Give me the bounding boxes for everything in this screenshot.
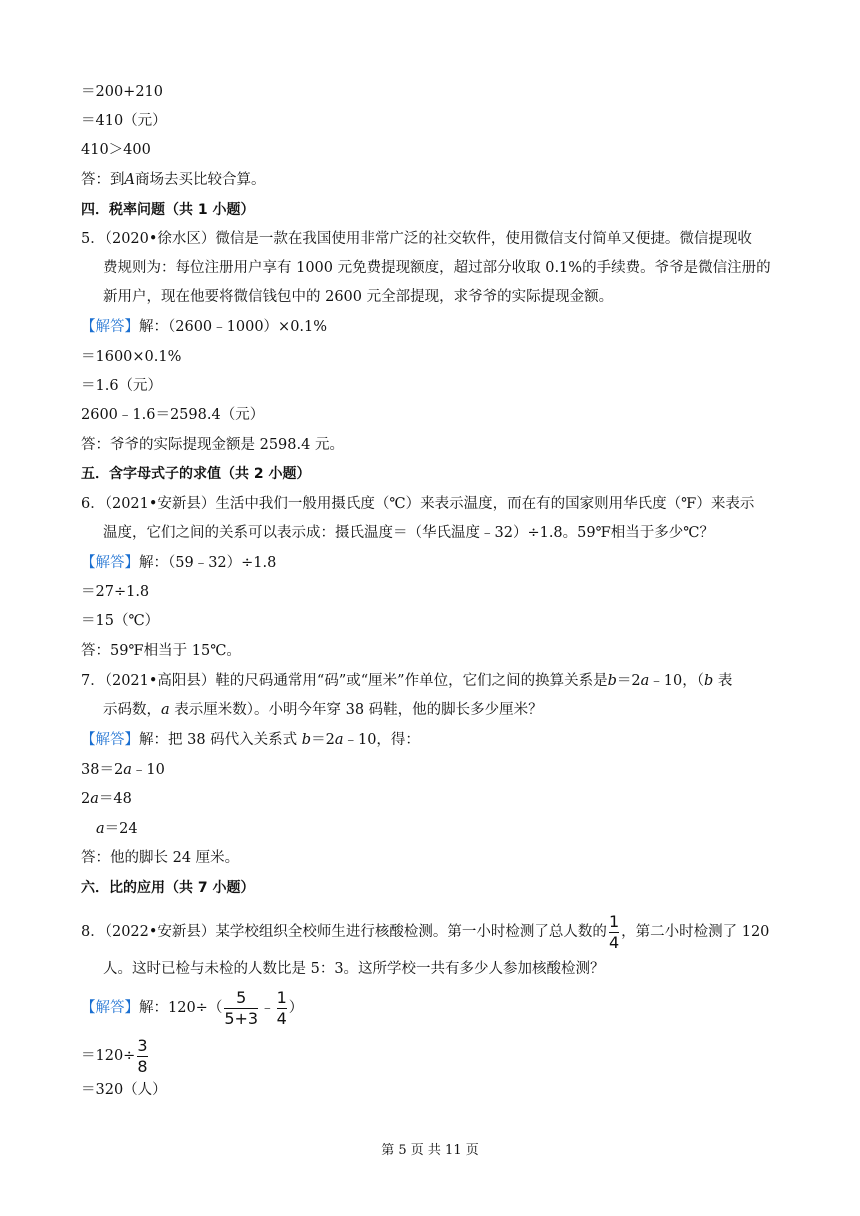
answer-tag: 【解答】	[81, 732, 139, 748]
fraction: $\frac{1}{4}$	[276, 987, 287, 1028]
answer-8-line-1: 【解答】 解：120÷（ $\frac{5}{5+3}$ ﹣ $\frac{1}{4}$ ）	[81, 986, 303, 1030]
calc-line: ＝15（℃）	[81, 613, 160, 629]
question-8-line-1: 8．（2022•安新县）某学校组织全校师生进行核酸检测。第一小时检测了总人数的 $\frac{1}{4}$ ，第二小时检测了 120	[81, 911, 770, 952]
answer-line: 答：到A商场去买比较合算。	[81, 172, 266, 188]
calc-line: ＝200+210	[81, 84, 164, 100]
section-heading: 四．税率问题（共 1 小题）	[81, 202, 255, 218]
calc-line: ＝1.6（元）	[81, 378, 163, 394]
answer-line: 答：爷爷的实际提现金额是 2598.4 元。	[81, 437, 344, 453]
calc-line: ＝320（人）	[81, 1082, 167, 1098]
answer-line: 答：他的脚长 24 厘米。	[81, 850, 240, 866]
answer-6-line-1: 【解答】解：（59﹣32）÷1.8	[81, 555, 277, 571]
calc-line: ＝120÷ $\frac{3}{8}$	[81, 1035, 148, 1076]
answer-7-line-1: 【解答】解：把 38 码代入关系式 b＝2a﹣10，得：	[81, 732, 420, 748]
answer-tag: 【解答】	[81, 555, 139, 571]
section-heading: 五．含字母式子的求值（共 2 小题）	[81, 466, 311, 482]
question-5-line-3: 新用户，现在他要将微信钱包中的 2600 元全部提现，求爷爷的实际提现金额。	[103, 289, 614, 305]
answer-line: 答：59℉相当于 15℃。	[81, 643, 241, 659]
calc-line: ＝410（元）	[81, 113, 167, 129]
calc-line: 2a＝48	[81, 791, 132, 807]
section-heading: 六．比的应用（共 7 小题）	[81, 880, 255, 896]
calc-line: 2600﹣1.6＝2598.4（元）	[81, 407, 265, 423]
question-7-line-1: 7．（2021•高阳县）鞋的尺码通常用“码”或“厘米”作单位，它们之间的换算关系是b＝2a﹣10，（b 表	[81, 673, 733, 689]
question-6-line-1: 6．（2021•安新县）生活中我们一般用摄氏度（℃）来表示温度，而在有的国家则用华氏度（℉）来表示	[81, 496, 755, 512]
answer-5-line-1: 【解答】解：（2600﹣1000）×0.1%	[81, 319, 328, 335]
fraction: $\frac{5}{5+3}$	[224, 987, 259, 1028]
answer-tag: 【解答】	[81, 1000, 139, 1016]
question-5-line-2: 费规则为：每位注册用户享有 1000 元免费提现额度，超过部分收取 0.1%的手续费。爷爷是微信注册的	[103, 260, 771, 276]
calc-line: a＝24	[96, 821, 138, 837]
page-footer: 第 5 页 共 11 页	[381, 1143, 479, 1158]
question-5-line-1: 5．（2020•徐水区）微信是一款在我国使用非常广泛的社交软件，使用微信支付简单又便捷。微信提现收	[81, 231, 752, 247]
answer-tag: 【解答】	[81, 319, 139, 335]
question-6-line-2: 温度，它们之间的关系可以表示成：摄氏温度＝（华氏温度﹣32）÷1.8。59℉相当于多少℃？	[103, 525, 715, 541]
fraction: $\frac{3}{8}$	[137, 1035, 148, 1076]
calc-line: 38＝2a﹣10	[81, 762, 165, 778]
calc-line: 410＞400	[81, 142, 151, 158]
question-8-line-2: 人。这时已检与未检的人数比是 5：3。这所学校一共有多少人参加核酸检测？	[103, 961, 605, 977]
calc-line: ＝27÷1.8	[81, 584, 150, 600]
question-7-line-2: 示码数，a 表示厘米数）。小明今年穿 38 码鞋，他的脚长多少厘米？	[103, 702, 543, 718]
calc-line: ＝1600×0.1%	[81, 349, 182, 365]
fraction: $\frac{1}{4}$	[608, 911, 620, 952]
